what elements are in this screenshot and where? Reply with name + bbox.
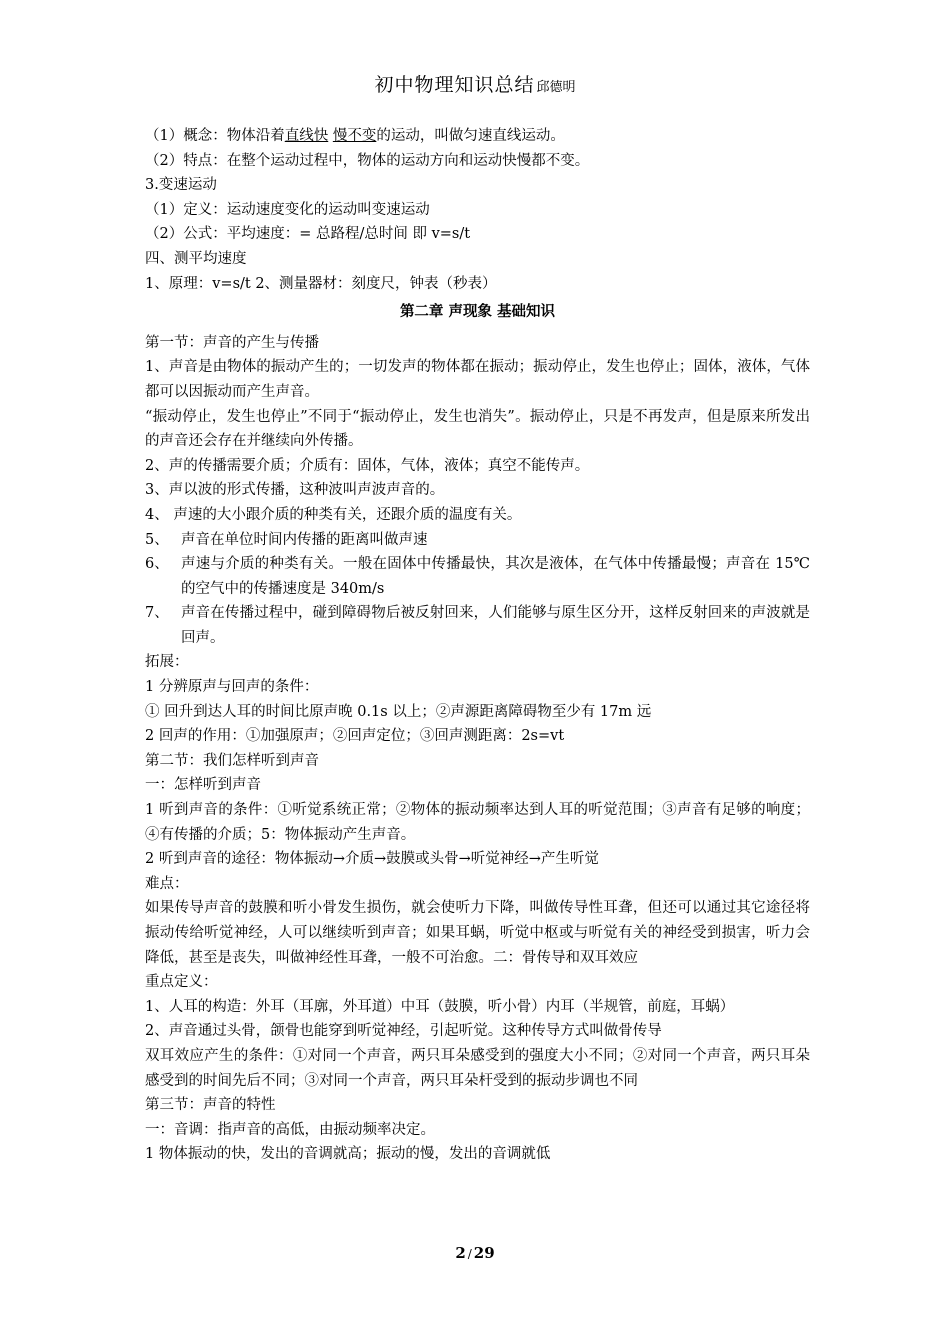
total-pages: 29 bbox=[473, 1244, 495, 1262]
page-separator: / bbox=[467, 1247, 472, 1261]
text-line: 四、测平均速度 bbox=[145, 250, 247, 267]
underlined-text: 慢不变 bbox=[332, 128, 377, 144]
current-page: 2 bbox=[455, 1244, 466, 1262]
text-line: 一：音调：指声音的高低，由振动频率决定。 bbox=[145, 1121, 435, 1138]
section-title: 第一节：声音的产生与传播 bbox=[145, 334, 319, 351]
text-line: （1）定义：运动速度变化的运动叫变速运动 bbox=[145, 201, 430, 218]
text-line: 2 听到声音的途径：物体振动→介质→鼓膜或头骨→听觉神经→产生听觉 bbox=[145, 851, 599, 868]
list-text: 声音在单位时间内传播的距离叫做声速 bbox=[181, 531, 428, 548]
list-text: 声速与介质的种类有关。一般在固体中传播最快，其次是液体，在气体中传播最慢；声音在 15℃的空气中的传播速度是 340m/s bbox=[181, 556, 810, 597]
text-line bbox=[145, 124, 810, 149]
header-title: 初中物理知识总结 bbox=[374, 74, 535, 96]
text-line: 1、原理：v=s/t 2、测量器材：刻度尺，钟表（秒表） bbox=[145, 275, 497, 292]
header-author: 邱德明 bbox=[536, 80, 576, 95]
list-item bbox=[145, 601, 810, 650]
text-line: ① 回升到达人耳的时间比原声晚 0.1s 以上；②声源距离障碍物至少有 17m 远 bbox=[145, 703, 652, 720]
text-line: 2、声的传播需要介质；介质有：固体，气体，液体；真空不能传声。 bbox=[145, 457, 590, 474]
text-line: 3.变速运动 bbox=[145, 177, 217, 194]
list-number: 6、 bbox=[145, 556, 169, 573]
list-number: 5、 bbox=[145, 531, 169, 548]
paragraph: 1、声音是由物体的振动产生的；一切发声的物体都在振动；振动停止，发生也停止；固体，液体，气体都可以因振动而产生声音。 bbox=[145, 359, 810, 400]
text-line: 一：怎样听到声音 bbox=[145, 777, 261, 794]
text-line: 4、 声速的大小跟介质的种类有关，还跟介质的温度有关。 bbox=[145, 506, 522, 523]
list-item bbox=[145, 528, 810, 553]
paragraph: 如果传导声音的鼓膜和听小骨发生损伤，就会使听力下降，叫做传导性耳聋，但还可以通过其它途径将振动传给听觉神经，人可以继续听到声音；如果耳蜗，听觉中枢或与听觉有关的神经受到损害，听力会降低，甚至是丧失，叫做神经性耳聋，一般不可治愈。二：骨传导和双耳效应 bbox=[145, 900, 810, 966]
page-number bbox=[0, 1244, 950, 1262]
paragraph: “振动停止，发生也停止”不同于“振动停止，发生也消失”。振动停止，只是不再发声，但是原来所发出的声音还会存在并继续向外传播。 bbox=[145, 408, 810, 450]
document-body bbox=[145, 124, 810, 1167]
text-span: （1）概念：物体沿着 bbox=[145, 128, 285, 144]
section-title: 第三节：声音的特性 bbox=[145, 1097, 276, 1114]
page-header bbox=[0, 70, 950, 97]
text-line: 难点： bbox=[145, 875, 189, 892]
text-line: 1、人耳的构造：外耳（耳廓，外耳道）中耳（鼓膜，听小骨）内耳（半规管，前庭，耳蜗） bbox=[145, 998, 735, 1015]
text-line: （2）特点：在整个运动过程中，物体的运动方向和运动快慢都不变。 bbox=[145, 152, 590, 169]
text-line: 1 分辨原声与回声的条件： bbox=[145, 679, 319, 696]
text-line: 1 物体振动的快，发出的音调就高；振动的慢，发出的音调就低 bbox=[145, 1146, 551, 1163]
list-number: 7、 bbox=[145, 605, 169, 622]
section-title: 第二节：我们怎样听到声音 bbox=[145, 752, 319, 769]
underlined-text: 直线快 bbox=[284, 128, 329, 144]
chapter-title: 第二章 声现象 基础知识 bbox=[399, 303, 556, 321]
text-line: 2 回声的作用：①加强原声；②回声定位；③回声测距离：2s=vt bbox=[145, 728, 565, 745]
list-text: 声音在传播过程中，碰到障碍物后被反射回来，人们能够与原生区分开，这样反射回来的声波就是回声。 bbox=[181, 605, 810, 646]
paragraph: 双耳效应产生的条件：①对同一个声音，两只耳朵感受到的强度大小不同；②对同一个声音，两只耳朵感受到的时间先后不同；③对同一个声音，两只耳朵杆受到的振动步调也不同 bbox=[145, 1047, 810, 1089]
paragraph: 1 听到声音的条件：①听觉系统正常；②物体的振动频率达到人耳的听觉范围；③声音有足够的响度；④有传播的介质；5：物体振动产生声音。 bbox=[145, 802, 810, 843]
text-line: 重点定义： bbox=[145, 974, 218, 991]
text-line: （2）公式：平均速度：= 总路程/总时间 即 v=s/t bbox=[145, 226, 471, 243]
text-line: 拓展： bbox=[145, 654, 189, 671]
text-line: 3、声以波的形式传播，这种波叫声波声音的。 bbox=[145, 482, 445, 499]
text-line: 2、声音通过头骨，颌骨也能穿到听觉神经，引起听觉。这种传导方式叫做骨传导 bbox=[145, 1023, 662, 1040]
text-span: 的运动，叫做匀速直线运动。 bbox=[376, 128, 565, 144]
list-item bbox=[145, 552, 810, 601]
